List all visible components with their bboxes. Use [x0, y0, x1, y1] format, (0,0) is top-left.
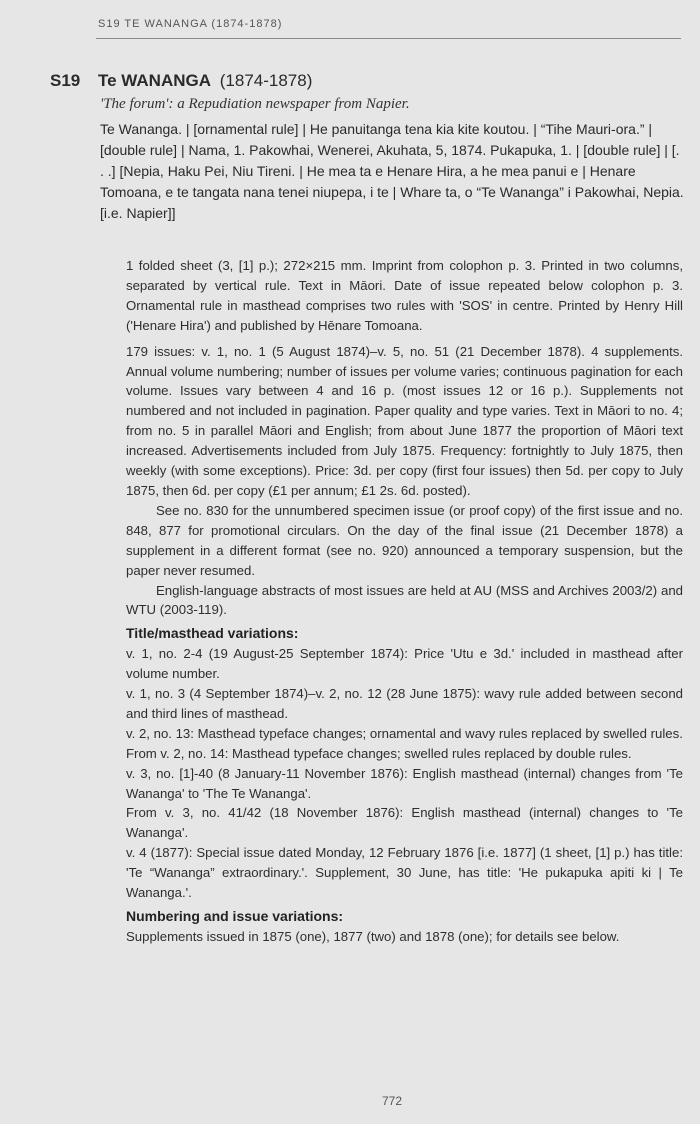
title-variations-heading: Title/masthead variations: [126, 625, 299, 642]
title-variation-item: From v. 3, no. 41/42 (18 November 1876): English masthead (internal) changes to 'Te Wananga'. [126, 805, 683, 841]
running-head: S19 TE WANANGA (1874-1878) [98, 18, 283, 30]
title-variation-item: v. 4 (1877): Special issue dated Monday, 12 February 1876 [i.e. 1877] (1 sheet, [1] p.) has title: 'Te “Wananga” extraordinary.'. Supplement, 30 June, has title: 'He pukapuka apiti ki | Te Wananga.'. [126, 845, 683, 901]
physical-description: 1 folded sheet (3, [1] p.); 272×215 mm. Imprint from colophon p. 3. Printed in two columns, separated by vertical rule. Text in Māori. Date of issue repeated below colophon p. 3. Ornamental rule in masthead comprises two rules with 'SOS' in centre. Printed by Henry Hill ('Henare Hira') and published by Hēnare Tomoana. [126, 258, 683, 333]
title-variation-item: v. 1, no. 3 (4 September 1874)–v. 2, no. 12 (28 June 1875): wavy rule added between second and third lines of masthead. [126, 686, 683, 721]
title-variation-item: v. 3, no. [1]-40 (8 January-11 November 1876): English masthead (internal) changes from 'Te Wananga' to 'The Te Wananga'. [126, 765, 683, 801]
abstracts-note: English-language abstracts of most issues are held at AU (MSS and Archives 2003/2) and WTU (2003-119). [126, 582, 683, 618]
entry-title: Te WANANGA [98, 71, 212, 90]
entry-subtitle: 'The forum': a Repudiation newspaper from Napier. [100, 96, 410, 112]
numbering-text: Supplements issued in 1875 (one), 1877 (two) and 1878 (one); for details see below. [126, 928, 620, 944]
running-head-rule [96, 38, 681, 39]
see-also-note: See no. 830 for the unnumbered specimen issue (or proof copy) of the first issue and no. 848, 877 for promotional circulars. On the day of the final issue (21 December 1878) a supplement in a different format (see no. 920) announced a temporary suspension, but the paper never resumed. [126, 502, 683, 578]
entry-body [126, 256, 683, 947]
title-variation-item: v. 2, no. 13: Masthead typeface changes; ornamental and wavy rules replaced by swelled rules. [126, 725, 683, 741]
entry-years: (1874-1878) [219, 71, 313, 90]
numbering-heading: Numbering and issue variations: [126, 908, 344, 924]
issues-note: 179 issues: v. 1, no. 1 (5 August 1874)–v. 5, no. 51 (21 December 1878). 4 supplements. Annual volume numbering; number of issues per volume varies; continuous pagination for each volume. Issues vary between 4 and 16 p. (most issues 12 or 16 p.). Supplements not numbered and not included in pagination. Paper quality and type varies. Text in Māori to no. 4; from no. 5 in parallel Māori and English; from about June 1877 the proportion of Māori text increased. Advertisements included from July 1875. Frequency: fortnightly to July 1875, then weekly (with some exceptions). Price: 3d. per copy (first four issues) then 5d. per copy to July 1875, then 6d. per copy (£1 per annum; £1 2s. 6d. posted). [126, 343, 683, 498]
entry-heading [50, 70, 690, 92]
entry-id: S19 [50, 71, 81, 90]
title-variation-item: From v. 2, no. 14: Masthead typeface changes; swelled rules replaced by double rules. [126, 745, 632, 761]
page-number: 772 [381, 1094, 403, 1108]
transcription-text: Te Wananga. | [ornamental rule] | He panuitanga tena kia kite koutou. | “Tihe Mauri-ora.” | [double rule] | Nama, 1. Pakowhai, Wenerei, Akuhata, 5, 1874. Pukapuka, 1. | [double rule] | [. . .] [Nepia, Haku Pei, Niu Tireni. | He mea ta e Henare Hira, a he mea panui e | Henare Tomoana, e te tangata nana tenei niupepa, i te | Whare ta, o “Te Wananga” i Pakowhai, Nepia. [i.e. Napier]] [100, 121, 684, 221]
title-variation-item: v. 1, no. 2-4 (19 August-25 September 1874): Price 'Utu e 3d.' included in masthead after volume number. [126, 646, 683, 682]
title-transcription [100, 119, 685, 224]
